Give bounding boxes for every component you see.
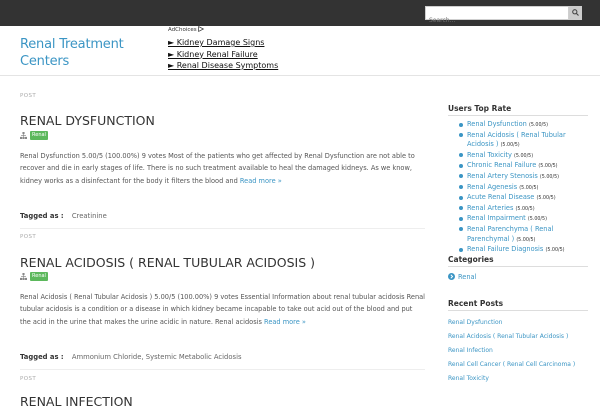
search-icon: [572, 9, 579, 16]
widget-title-users-top-rate: Users Top Rate: [448, 104, 512, 113]
recent-post-link[interactable]: Renal Infection: [448, 347, 493, 354]
top-rate-item[interactable]: Renal Parenchyma ( Renal Parenchymal ) (5.00/5): [467, 225, 589, 245]
site-header: [0, 26, 600, 76]
category-badge[interactable]: Renal: [32, 132, 46, 138]
adchoices-icon: [198, 26, 204, 32]
post-excerpt: [20, 150, 425, 187]
post-label: POST: [20, 234, 37, 240]
recent-post-link[interactable]: Renal Cell Cancer ( Renal Cell Carcinoma ): [448, 361, 576, 368]
category-item[interactable]: [448, 273, 476, 281]
post-tags: [20, 353, 242, 361]
post-excerpt-text: Renal Dysfunction 5.00/5 (100.00%) 9 votes Most of the patients who get affected by Renal Dysfunction are not able to recover and die in early stages of life. There is no such treatment available to heal the damaged kidneys. As we know, kidney works as a disinfectant for the body it filters the blood and: [20, 152, 415, 185]
read-more-link[interactable]: Read more »: [239, 176, 282, 185]
post-label: POST: [20, 93, 37, 99]
hierarchy-icon: [20, 273, 27, 280]
read-more-link[interactable]: Read more »: [264, 317, 306, 326]
post-title[interactable]: RENAL ACIDOSIS ( RENAL TUBULAR ACIDOSIS ): [20, 255, 316, 270]
hierarchy-icon: [20, 132, 27, 139]
tag-link[interactable]: Ammonium Chloride, Systemic Metabolic Acidosis: [71, 353, 242, 361]
ad-link[interactable]: ► Kidney Damage Signs: [168, 38, 265, 47]
divider: [20, 369, 425, 370]
category-item-label: Renal: [458, 273, 477, 281]
top-bar: [0, 0, 600, 26]
post-excerpt: [20, 291, 425, 328]
top-rate-item[interactable]: Acute Renal Disease (5.00/5): [467, 193, 589, 204]
post-label: POST: [20, 376, 37, 382]
widget-divider: [448, 115, 588, 116]
ad-link[interactable]: ► Renal Disease Symptoms: [168, 61, 279, 70]
post-tags: [20, 212, 107, 220]
ad-links: [168, 37, 278, 72]
search-button[interactable]: [569, 6, 582, 20]
widget-divider: [448, 310, 588, 311]
post-title[interactable]: RENAL DYSFUNCTION: [20, 113, 155, 128]
circle-chevron-right-icon: [448, 273, 455, 280]
ad-choices-label: AdChoices: [168, 27, 197, 33]
top-rate-item[interactable]: Renal Arteries (5.00/5): [467, 204, 589, 215]
site-title[interactable]: Renal Treatment Centers: [20, 37, 124, 69]
tagged-label: Tagged as :: [20, 353, 64, 361]
top-rate-list: [467, 120, 589, 256]
top-rate-item[interactable]: Renal Dysfunction (5.00/5): [467, 120, 589, 131]
recent-post-link[interactable]: Renal Dysfunction: [448, 319, 503, 326]
search-box[interactable]: [425, 6, 569, 20]
post-list: [20, 76, 426, 409]
top-rate-item[interactable]: Renal Failure Diagnosis (5.00/5): [467, 245, 589, 256]
widget-title-recent-posts: Recent Posts: [448, 299, 504, 308]
widget-title-categories: Categories: [448, 255, 494, 264]
top-rate-item[interactable]: Renal Toxicity (5.00/5): [467, 151, 589, 162]
ad-choices[interactable]: [168, 26, 204, 33]
ad-link[interactable]: ► Kidney Renal Failure: [168, 49, 258, 59]
top-rate-item[interactable]: Chronic Renal Failure (5.00/5): [467, 161, 589, 172]
top-rate-item[interactable]: Renal Artery Stenosis (5.00/5): [467, 172, 589, 183]
divider: [20, 228, 425, 229]
tagged-label: Tagged as :: [20, 212, 64, 220]
top-rate-item[interactable]: Renal Acidosis ( Renal Tubular Acidosis ) (5.00/5): [467, 131, 589, 151]
category-badge[interactable]: Renal: [32, 273, 46, 279]
recent-post-link[interactable]: Renal Acidosis ( Renal Tubular Acidosis ): [448, 333, 569, 340]
top-rate-item[interactable]: Renal Agenesis (5.00/5): [467, 183, 589, 194]
widget-divider: [448, 266, 588, 267]
search-input[interactable]: [426, 15, 568, 27]
top-rate-item[interactable]: Renal Impairment (5.00/5): [467, 214, 589, 225]
post-excerpt-text: Renal Acidosis ( Renal Tubular Acidosis ) 5.00/5 (100.00%) 9 votes Essential Information about renal tubular acidosis Renal tubular acidosis is a condition or a disease in which kidney became incapable to take out acid out of the blood and put the acid in the urine that makes the urine acidic in nature. Renal acidosis: [20, 293, 426, 326]
tag-link[interactable]: Creatinine: [71, 212, 107, 220]
post-title[interactable]: RENAL INFECTION: [20, 394, 133, 409]
recent-post-link[interactable]: Renal Toxicity: [448, 375, 489, 382]
